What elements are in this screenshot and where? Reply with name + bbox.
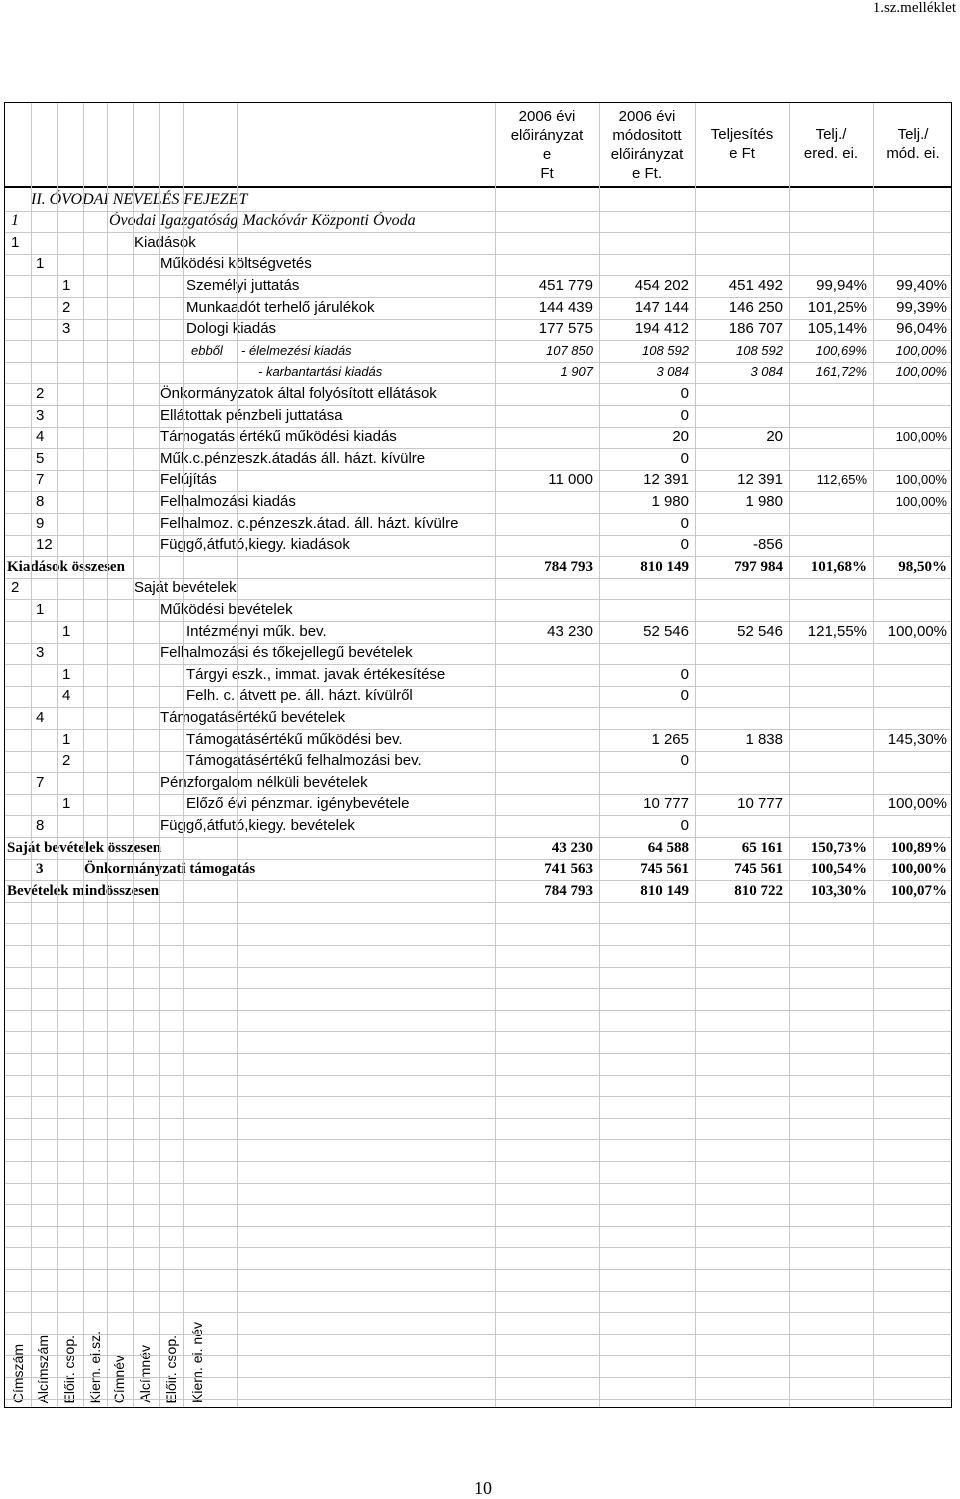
budget-table — [4, 102, 952, 1408]
cell-p2: 100,00% — [895, 493, 947, 509]
grid-row-line — [5, 967, 951, 968]
vertical-column-header: Címszám — [10, 1343, 26, 1403]
cell-p1: 99,94% — [816, 276, 867, 294]
grid-col-line — [599, 103, 600, 1407]
row-label: Személyi juttatás — [186, 276, 300, 294]
row-code: 1 — [36, 600, 45, 618]
cell-v3: 1 838 — [745, 730, 783, 748]
grid-row-line — [5, 707, 951, 708]
table-row — [5, 880, 951, 902]
cell-v1: 43 230 — [547, 622, 593, 640]
table-row — [5, 793, 951, 815]
table-row — [5, 491, 951, 513]
table-row — [5, 232, 951, 254]
col-header-line: Ft — [540, 165, 554, 182]
row-label: Felhalmoz. c.pénzeszk.átad. áll. házt. kívülre — [160, 514, 459, 532]
table-row — [5, 253, 951, 275]
table-row — [5, 426, 951, 448]
grid-row-line — [5, 211, 951, 212]
grid-col-line — [31, 103, 32, 1407]
grid-row-line — [5, 945, 951, 946]
row-code: 1 — [62, 622, 71, 640]
grid-col-line — [107, 103, 108, 1407]
cell-v3: 186 707 — [728, 320, 783, 338]
grid-row-line — [5, 470, 951, 471]
cell-v3: 3 084 — [750, 364, 783, 380]
grid-row-line — [5, 383, 951, 384]
table-row — [5, 621, 951, 643]
cell-v2: 64 588 — [647, 839, 689, 856]
cell-v2: 0 — [680, 752, 689, 770]
cell-v2: 0 — [680, 687, 689, 705]
col-header-perf-vs-modified — [873, 125, 953, 163]
grid-row-line — [5, 1334, 951, 1335]
grid-row-line — [5, 1291, 951, 1292]
table-row — [5, 297, 951, 319]
vertical-column-header: Címnév — [111, 1354, 127, 1403]
grid-col-line — [183, 103, 184, 1407]
cell-v3: 20 — [766, 428, 783, 446]
table-row — [5, 729, 951, 751]
row-label: Működési költségvetés — [160, 255, 312, 273]
row-prefix: ebből — [191, 342, 223, 358]
cell-p1: 100,69% — [815, 342, 867, 358]
grid-row-line — [5, 535, 951, 536]
row-label: Műk.c.pénzeszk.átadás áll. házt. kívülre — [160, 449, 426, 467]
vertical-column-header: Kiem. ei. név — [189, 1322, 205, 1403]
cell-v2: 1 265 — [651, 730, 689, 748]
col-header-performance — [695, 125, 789, 163]
cell-v2: 0 — [680, 384, 689, 402]
cell-v1: 741 563 — [544, 861, 593, 878]
row-label: Előző évi pénzmar. igénybevétele — [186, 795, 410, 813]
table-row — [5, 340, 951, 362]
cell-v2: 454 202 — [634, 276, 689, 294]
table-row — [5, 815, 951, 837]
cell-v2: 1 980 — [651, 492, 689, 510]
row-code: 9 — [36, 514, 45, 532]
cell-p2: 99,39% — [896, 298, 947, 316]
cell-v2: 0 — [680, 449, 689, 467]
table-row — [5, 534, 951, 556]
cell-v2: 52 546 — [643, 622, 689, 640]
grid-row-line — [5, 772, 951, 773]
cell-v3: -856 — [752, 536, 783, 554]
row-label: Támogatásértékű működési bev. — [186, 730, 403, 748]
row-label: Ellátottak pénzbeli juttatása — [160, 406, 343, 424]
table-row — [5, 685, 951, 707]
table-row — [5, 556, 951, 578]
grid-row-line — [5, 1118, 951, 1119]
table-row — [5, 275, 951, 297]
grid-row-line — [5, 751, 951, 752]
row-code: 3 — [62, 320, 71, 338]
grid-row-line — [5, 621, 951, 622]
grid-col-line — [133, 103, 134, 1407]
cell-p1: 112,65% — [816, 472, 867, 488]
row-label: II. ÓVODAI NEVELÉS FEJEZET — [31, 190, 248, 208]
cell-v1: 451 779 — [538, 276, 593, 294]
cell-p1: 105,14% — [807, 320, 867, 338]
grid-col-line — [237, 103, 238, 1407]
col-header-line: mód. ei. — [886, 145, 940, 162]
row-label: Támogatásértékű felhalmozási bev. — [186, 752, 422, 770]
grid-col-line — [495, 103, 496, 1407]
grid-row-line — [5, 599, 951, 600]
vertical-column-header: Előir. csop. — [61, 1334, 77, 1403]
row-label: Saját bevételek összesen — [7, 839, 162, 856]
cell-v3: 52 546 — [737, 622, 783, 640]
grid-row-line — [5, 254, 951, 255]
row-label: Felhalmozási kiadás — [160, 492, 296, 510]
cell-v2: 810 149 — [640, 882, 689, 899]
table-row — [5, 383, 951, 405]
grid-row-line — [5, 1204, 951, 1205]
row-code: 1 — [62, 795, 71, 813]
cell-v2: 810 149 — [640, 558, 689, 575]
cell-p1: 121,55% — [807, 622, 867, 640]
cell-p2: 100,00% — [895, 429, 947, 445]
grid-row-line — [5, 923, 951, 924]
row-label: Tárgyi eszk., immat. javak értékesítése — [186, 665, 446, 683]
grid-row-line — [5, 556, 951, 557]
grid-row-line — [5, 1096, 951, 1097]
vertical-column-header: Kiem. ei.sz. — [87, 1330, 103, 1403]
grid-row-line — [5, 405, 951, 406]
cell-v2: 0 — [680, 665, 689, 683]
cell-p1: 101,25% — [807, 298, 867, 316]
vertical-column-header: Alcímszám — [35, 1334, 51, 1403]
grid-row-line — [5, 578, 951, 579]
table-row — [5, 642, 951, 664]
grid-row-line — [5, 1053, 951, 1054]
row-label: Önkormányzatok által folyósított ellátások — [160, 384, 437, 402]
grid-row-line — [5, 362, 951, 363]
grid-row-line — [5, 1399, 951, 1400]
row-label: Kiadások — [134, 233, 196, 251]
row-code: 2 — [11, 579, 20, 597]
cell-v1: 177 575 — [538, 320, 593, 338]
row-label: Intézményi műk. bev. — [186, 622, 327, 640]
row-label: Pénzforgalom nélküli bevételek — [160, 773, 368, 791]
row-label: - karbantartási kiadás — [258, 364, 383, 380]
cell-v2: 0 — [680, 406, 689, 424]
col-header-line: előirányzat — [610, 146, 684, 163]
grid-col-line — [873, 103, 874, 1407]
grid-col-line — [695, 103, 696, 1407]
cell-v2: 745 561 — [640, 861, 689, 878]
table-row — [5, 318, 951, 340]
cell-p2: 100,00% — [895, 364, 947, 380]
table-row — [5, 750, 951, 772]
row-label: Támogatás értékű működési kiadás — [160, 428, 397, 446]
cell-p2: 100,89% — [890, 839, 947, 856]
table-row — [5, 664, 951, 686]
grid-row-line — [5, 729, 951, 730]
table-row — [5, 707, 951, 729]
row-code: 1 — [11, 233, 20, 251]
cell-v1: 107 850 — [546, 342, 593, 358]
cell-p1: 101,68% — [810, 558, 867, 575]
row-code: 7 — [36, 471, 45, 489]
table-row — [5, 837, 951, 859]
cell-v3: 797 984 — [734, 558, 783, 575]
grid-row-line — [5, 837, 951, 838]
grid-row-line — [5, 664, 951, 665]
grid-row-line — [5, 491, 951, 492]
row-label: Működési bevételek — [160, 600, 293, 618]
row-label: - élelmezési kiadás — [241, 342, 352, 358]
cell-v1: 144 439 — [538, 298, 593, 316]
cell-v1: 43 230 — [551, 839, 593, 856]
row-code: 4 — [36, 708, 45, 726]
grid-row-line — [5, 427, 951, 428]
grid-row-line — [5, 1161, 951, 1162]
row-code: 8 — [36, 816, 45, 834]
col-header-perf-vs-original — [789, 125, 873, 163]
row-label: Saját bevételek — [134, 579, 237, 597]
grid-row-line — [5, 815, 951, 816]
grid-row-line — [5, 513, 951, 514]
table-row — [5, 513, 951, 535]
cell-v1: 11 000 — [548, 471, 593, 489]
row-code: 4 — [36, 428, 45, 446]
vertical-column-header: Előir. csop. — [163, 1334, 179, 1403]
col-header-line: Telj./ — [815, 126, 847, 143]
grid-row-line — [5, 1139, 951, 1140]
cell-p2: 100,00% — [887, 795, 947, 813]
cell-v3: 10 777 — [737, 795, 783, 813]
row-code: 2 — [62, 298, 71, 316]
col-header-line: 2006 évi — [618, 108, 676, 125]
col-header-line: Telj./ — [897, 126, 929, 143]
row-code: 3 — [36, 861, 44, 878]
row-label: Felhalmozási és tőkejellegű bevételek — [160, 644, 413, 662]
grid-row-line — [5, 232, 951, 233]
cell-v2: 147 144 — [634, 298, 689, 316]
grid-col-line — [159, 103, 160, 1407]
page-number: 10 — [474, 1478, 492, 1498]
cell-v3: 108 592 — [736, 342, 783, 358]
col-header-line: e Ft — [729, 145, 755, 162]
cell-v3: 65 161 — [741, 839, 783, 856]
annex-label: 1.sz.melléklet — [872, 0, 956, 16]
cell-v2: 12 391 — [643, 471, 689, 489]
row-label: Függő,átfutó,kiegy. bevételek — [160, 816, 355, 834]
cell-v3: 146 250 — [728, 298, 783, 316]
vertical-column-header: Alcímnév — [137, 1345, 153, 1403]
grid-row-line — [5, 1269, 951, 1270]
cell-p2: 96,04% — [896, 320, 947, 338]
row-label: Felújítás — [160, 471, 217, 489]
row-label: Óvodai Igazgatóság Mackóvár Központi Óvoda — [109, 212, 416, 230]
table-row — [5, 599, 951, 621]
grid-row-line — [5, 1075, 951, 1076]
cell-v2: 108 592 — [642, 342, 689, 358]
cell-p2: 100,00% — [895, 342, 947, 358]
row-code: 1 — [36, 255, 45, 273]
cell-v2: 0 — [680, 514, 689, 532]
row-label: Munkaadót terhelő járulékok — [186, 298, 375, 316]
row-code: 1 — [62, 730, 71, 748]
cell-p2: 100,00% — [887, 622, 947, 640]
row-code: 1 — [11, 212, 19, 230]
grid-row-line — [5, 988, 951, 989]
table-row — [5, 361, 951, 383]
cell-v3: 12 391 — [737, 471, 783, 489]
col-header-modified-appropriation — [599, 107, 695, 183]
grid-row-line — [5, 1183, 951, 1184]
row-code: 2 — [62, 752, 71, 770]
grid-row-line — [5, 794, 951, 795]
col-header-line: e Ft. — [631, 165, 662, 182]
col-header-line: ered. ei. — [803, 145, 859, 162]
row-code: 1 — [62, 665, 71, 683]
row-code: 5 — [36, 449, 45, 467]
cell-v2: 0 — [680, 536, 689, 554]
cell-v2: 194 412 — [634, 320, 689, 338]
col-header-line: előirányzat — [510, 127, 584, 144]
cell-p2: 100,07% — [890, 882, 947, 899]
cell-v3: 810 722 — [734, 882, 783, 899]
cell-v1: 784 793 — [544, 882, 593, 899]
row-label: Támogatásértékű bevételek — [160, 708, 346, 726]
grid-row-line — [5, 1010, 951, 1011]
grid-row-line — [5, 1247, 951, 1248]
cell-v2: 3 084 — [656, 364, 689, 380]
row-code: 8 — [36, 492, 45, 510]
table-row — [5, 210, 951, 232]
row-label: Kiadások összesen — [7, 558, 125, 575]
grid-row-line — [5, 297, 951, 298]
row-code: 3 — [36, 406, 45, 424]
grid-col-line — [57, 103, 58, 1407]
cell-v2: 0 — [680, 816, 689, 834]
row-label: Dologi kiadás — [186, 320, 277, 338]
grid-row-line — [5, 1355, 951, 1356]
grid-row-line — [5, 340, 951, 341]
grid-row-line — [5, 319, 951, 320]
col-header-line: e — [542, 146, 552, 163]
cell-p2: 99,40% — [896, 276, 947, 294]
col-header-line: 2006 évi — [518, 108, 576, 125]
grid-row-line — [5, 275, 951, 276]
row-label: Függő,átfutó,kiegy. kiadások — [160, 536, 350, 554]
grid-row-line — [5, 859, 951, 860]
cell-v1: 784 793 — [544, 558, 593, 575]
cell-v3: 451 492 — [728, 276, 783, 294]
row-code: 3 — [36, 644, 45, 662]
row-label: Önkormányzati támogatás — [84, 861, 256, 878]
row-label: Felh. c. átvett pe. áll. házt. kívülről — [186, 687, 413, 705]
table-row — [5, 858, 951, 880]
row-code: 4 — [62, 687, 71, 705]
grid-row-line — [5, 1226, 951, 1227]
cell-v3: 1 980 — [745, 492, 783, 510]
grid-row-line — [5, 1377, 951, 1378]
grid-row-line — [5, 686, 951, 687]
row-code: 12 — [36, 536, 53, 554]
cell-p2: 98,50% — [898, 558, 947, 575]
row-code: 2 — [36, 384, 45, 402]
cell-p2: 100,00% — [890, 861, 947, 878]
table-row — [5, 469, 951, 491]
grid-row-line — [5, 880, 951, 881]
grid-row-line — [5, 643, 951, 644]
table-row — [5, 772, 951, 794]
grid-col-line — [83, 103, 84, 1407]
cell-v2: 20 — [672, 428, 689, 446]
col-header-original-appropriation — [495, 107, 599, 183]
grid-row-line — [5, 902, 951, 903]
col-header-line: Teljesítés — [710, 126, 774, 143]
grid-col-line — [789, 103, 790, 1407]
cell-v2: 10 777 — [643, 795, 689, 813]
table-row — [5, 577, 951, 599]
grid-row-line — [5, 448, 951, 449]
cell-p2: 145,30% — [887, 730, 947, 748]
cell-v3: 745 561 — [734, 861, 783, 878]
cell-p1: 150,73% — [810, 839, 867, 856]
cell-p2: 100,00% — [895, 472, 947, 488]
grid-row-line — [5, 1312, 951, 1313]
row-code: 7 — [36, 773, 45, 791]
col-header-line: módositott — [612, 127, 682, 144]
cell-p1: 103,30% — [810, 882, 867, 899]
table-row — [5, 405, 951, 427]
grid-row-line — [5, 1031, 951, 1032]
table-row — [5, 189, 951, 211]
row-code: 1 — [62, 276, 71, 294]
cell-p1: 161,72% — [815, 364, 867, 380]
cell-v1: 1 907 — [560, 364, 593, 380]
cell-p1: 100,54% — [810, 861, 867, 878]
row-label: Bevételek mindösszesen — [7, 882, 160, 899]
table-row — [5, 448, 951, 470]
